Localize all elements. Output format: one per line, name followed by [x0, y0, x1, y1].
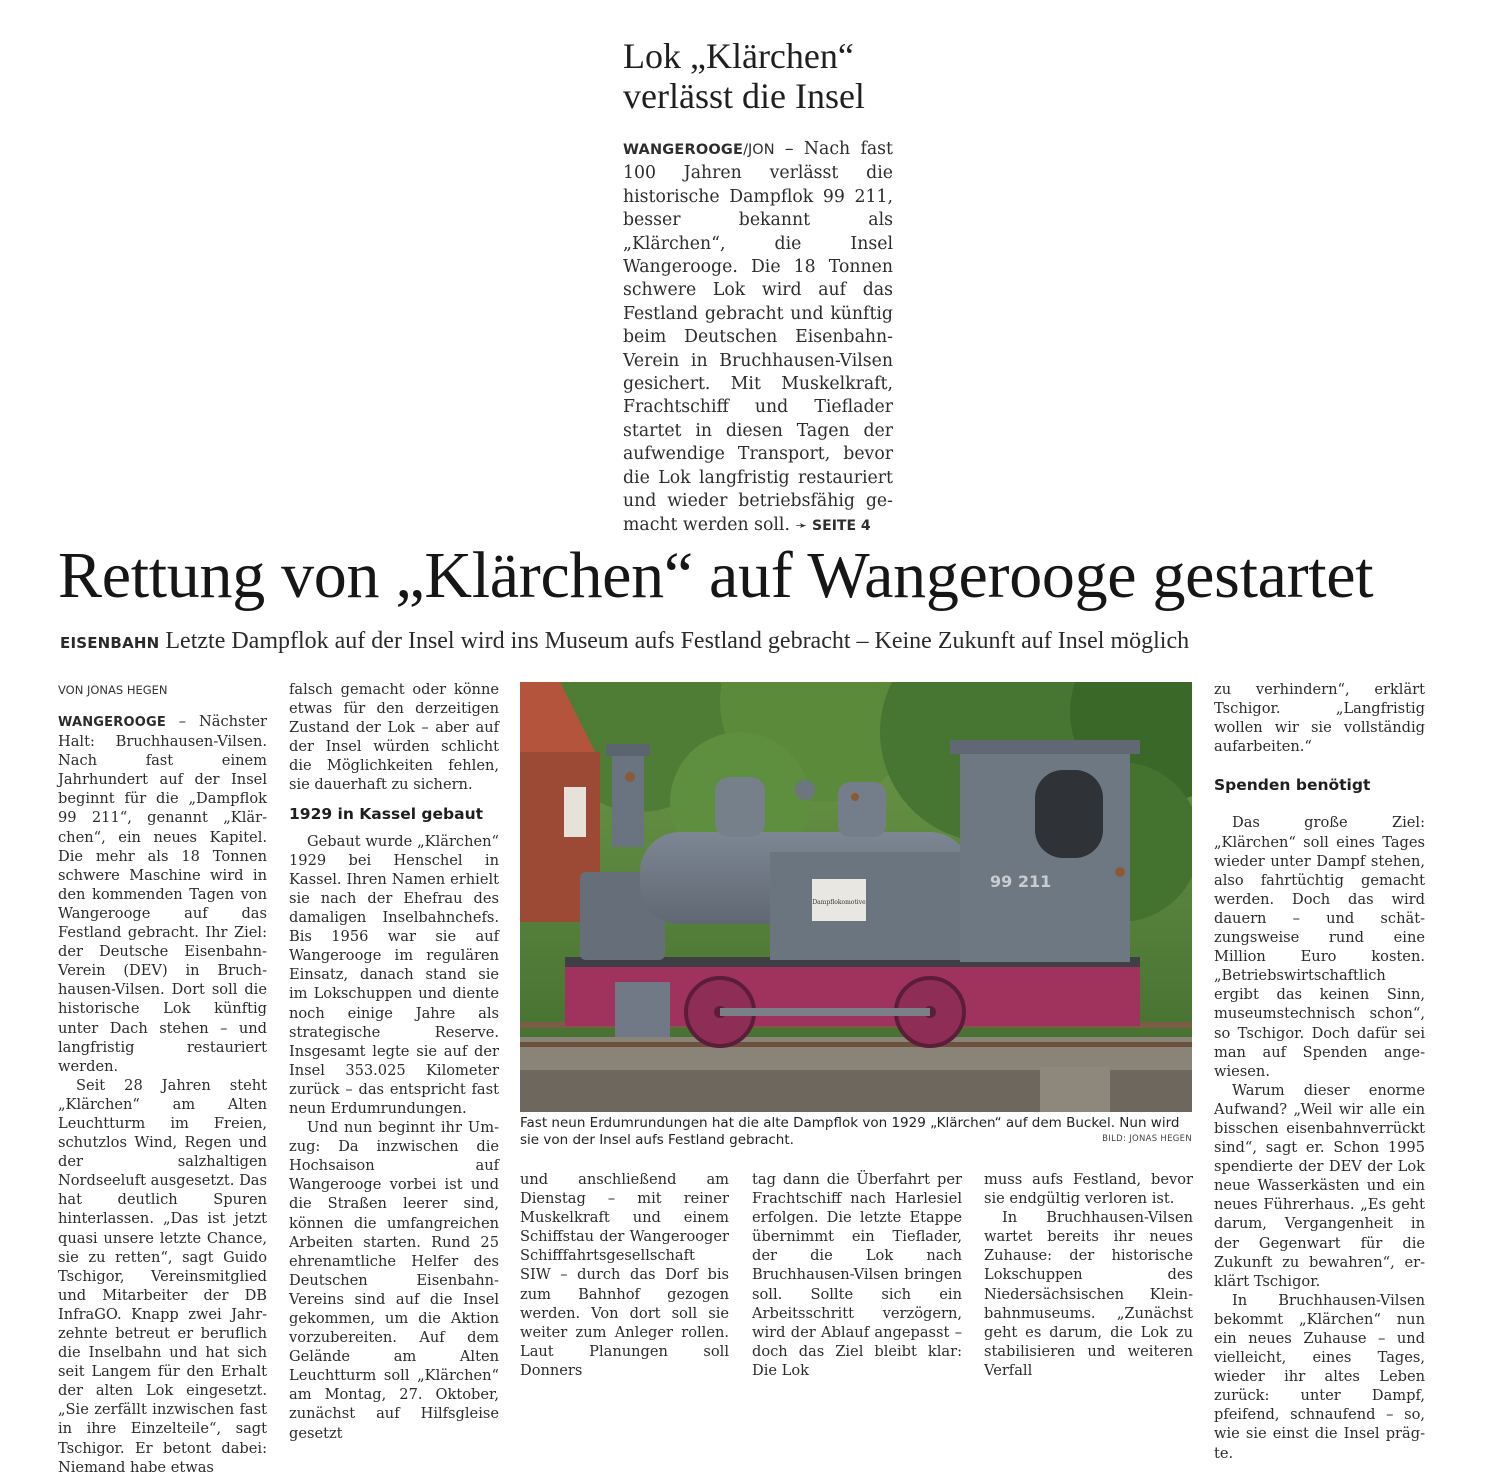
photo-caption-text: Fast neun Erdumrundungen hat die alte Dampflok von 1929 „Klärchen“ auf dem Buckel. Nun wird sie von der Insel aufs Festland gebracht.	[520, 1115, 1180, 1148]
teaser-text: – Nach fast 100 Jahren verlässt die historische Dampflok 99 211, besser bekannt als „Klärchen“, die Insel Wangerooge. Die 18 Tonnen schwere Lok wird auf das Festland gebracht und künftig beim Deutschen Eisenbahn-Verein in Bruchhausen-Vilsen gesichert. Mit Muskelkraft, Frachtschiff und Tieflader startet in diesen Tagen der aufwendige Transport, bevor die Lok langfristig restauriert und wieder betriebsfähig gemacht werden soll.	[623, 139, 893, 535]
column-3-paragraph-1: und anschließend am Dienstag – mit reiner Muskelkraft und einem Schiffstau der Wangerooger Schifffahrtsgesellschaft SIW – durch das Dorf bis zum Bahnhof gezogen werden. Von dort soll sie weiter zum Anleger rollen. Laut Planungen soll Donners	[520, 1171, 729, 1379]
article-column-3	[520, 1170, 729, 1380]
column-1-paragraph-2: Seit 28 Jahren steht „Klärchen“ am Alten Leuchtturm im Freien, schutzlos Wind, Regen und der salzhaltigen Nordseeluft ausgesetzt. Das hat deutlich Spuren hinterlassen. „Das ist jetzt quasi unsere letzte Chance, sie zu retten“, sagt Guido Tschigor, Vereinsmitglied und Mitarbeiter der DB InfraGO. Knapp zwei Jahrzehnte betreut er beruflich die Inselbahn und hat sich seit Langem für den Erhalt der alten Lok eingesetzt. „Sie zerfällt inzwischen fast in ihre Einzelteile“, sagt Tschigor. Er betont dabei: Niemand habe etwas	[58, 1076, 267, 1476]
column-6-paragraph-1: zu verhindern“, erklärt Tschigor. „Langfristig wollen wir sie vollständig aufarbeiten.“	[1214, 681, 1425, 756]
locomotive-photo-graphic	[520, 682, 1192, 1112]
article-column-5	[984, 1170, 1193, 1380]
column-2-paragraph-3: Und nun beginnt ihr Umzug: Da inzwischen die Hochsaison auf Wangerooge vorbei ist und die Straßen leerer sind, können die umfangreichen Arbeiten starten. Rund 25 ehrenamtliche Helfer des Deutschen Eisenbahn-Vereins sind auf die Insel gekommen, um die Aktion vorzubereiten. Auf dem Gelände am Alten Leuchtturm soll „Klärchen“ am Montag, 27. Oktober, zunächst auf Hilfsgleise gesetzt	[289, 1119, 499, 1442]
teaser-title-line-1: Lok „Klärchen“	[623, 36, 854, 76]
article-headline: Rettung von „Klärchen“ auf Wangerooge gestartet	[58, 539, 1374, 612]
article-column-4	[752, 1170, 962, 1380]
article-column-2	[289, 680, 499, 1443]
article-byline: VON JONAS HEGEN	[58, 683, 168, 697]
column-6-paragraph-2: Das große Ziel: „Klärchen“ soll eines Tages wieder unter Dampf stehen, also fahrtüchtig gemacht werden. Doch das wird dauern – und schätzungsweise rund eine Million Euro kosten. „Betriebswirtschaftlich ergibt das keinen Sinn, museumstechnisch schon“, so Tschigor. Doch dafür sei man auf Spenden angewiesen.	[1214, 814, 1425, 1080]
article-dateline: WANGEROOGE	[58, 715, 166, 730]
teaser-title-line-2: verlässt die Insel	[623, 76, 865, 116]
column-5-paragraph-1: muss aufs Festland, bevor sie endgültig verloren ist.	[984, 1171, 1193, 1208]
column-2-paragraph-2: Gebaut wurde „Klärchen“ 1929 bei Henschel in Kassel. Ihren Namen erhielt sie nach der Ehefrau des damaligen Inselbahnchefs. Bis 1956 war sie auf Wangerooge im regulären Einsatz, danach stand sie im Lokschuppen und diente noch einige Jahre als strategische Reserve. Insgesamt legte sie auf der Insel 353.025 Kilometer zurück – das entspricht fast neun Erdumrundungen.	[289, 832, 499, 1117]
locomotive-number-plate: 99 211	[990, 872, 1052, 891]
article-column-1	[58, 712, 267, 1477]
subhead-spenden: Spenden benötigt	[1214, 776, 1371, 795]
column-4-paragraph-1: tag dann die Überfahrt per Frachtschiff nach Harlesiel erfolgen. Die letzte Etappe übernimmt ein Tieflader, der die Lok nach Bruchhausen-Vilsen bringen soll. Sollte sich ein Arbeitsschritt verzögern, wird der Ablauf angepasst – doch das Ziel bleibt klar: Die Lok	[752, 1171, 962, 1379]
teaser-body	[623, 138, 893, 538]
article-kicker: EISENBAHN	[60, 634, 160, 652]
column-1-paragraph-1: – Nächster Halt: Bruchhausen-Vilsen. Nach fast einem Jahrhundert auf der Insel beginnt für die „Dampflok 99 211“, genannt „Klärchen“, ein neues Kapitel. Die mehr als 18 Tonnen schwere Maschine wird in den kommenden Tagen von Wangerooge auf das Festland gebracht. Ihr Ziel: der Deutsche Eisenbahn-Verein (DEV) in Bruchhausen-Vilsen. Dort soll die historische Lok künftig unter Dach stehen – und langfristig restauriert werden.	[58, 713, 267, 1075]
subhead-kassel: 1929 in Kassel gebaut	[289, 804, 484, 823]
column-2-paragraph-1: falsch gemacht oder könne etwas für den derzeitigen Zustand der Lok – aber auf der Insel würden schlicht die Möglichkeiten fehlen, sie dauerhaft zu sichern.	[289, 681, 499, 794]
teaser-dateline: WANGEROOGE	[623, 142, 744, 158]
column-6-paragraph-4: In Bruchhausen-Vilsen bekommt „Klärchen“ nun ein neues Zuhause – und vielleicht, eines Tages, wieder ihr altes Leben zurück: unter Dampf, pfeifend, schnaufend – so, wie sie einst die Insel prägte.	[1214, 1291, 1425, 1462]
photo-caption	[520, 1115, 1196, 1149]
page-reference-link[interactable]: ➛ SEITE 4	[795, 517, 871, 534]
teaser-title	[623, 36, 913, 116]
locomotive-photo	[520, 682, 1192, 1112]
column-5-paragraph-2: In Bruchhausen-Vilsen wartet bereits ihr neues Zuhause: der historische Lokschuppen des Niedersächsischen Kleinbahnmuseums. „Zunächst geht es darum, die Lok zu stabilisieren und weiteren Verfall	[984, 1209, 1193, 1379]
column-6-paragraph-3: Warum dieser enorme Aufwand? „Weil wir alle ein bisschen eisenbahnverrückt sind“, sagt er. Schon 1995 spendierte der DEV der Lok neue Wasserkästen und ein neues Führerhaus. „Es geht darum, Vergangenheit in der Gegenwart für die Zukunft zu bewahren“, erklärt Tschigor.	[1214, 1081, 1425, 1290]
article-deck-text: Letzte Dampflok auf der Insel wird ins Museum aufs Festland gebracht – Keine Zukunft auf Insel möglich	[165, 628, 1190, 654]
article-column-6	[1214, 680, 1425, 1463]
teaser-author-code: /JON	[743, 142, 775, 158]
article-deck	[60, 626, 1480, 658]
photo-credit: BILD: JONAS HEGEN	[1102, 1134, 1192, 1144]
locomotive-sign-text: Dampflokomotive	[812, 899, 866, 906]
